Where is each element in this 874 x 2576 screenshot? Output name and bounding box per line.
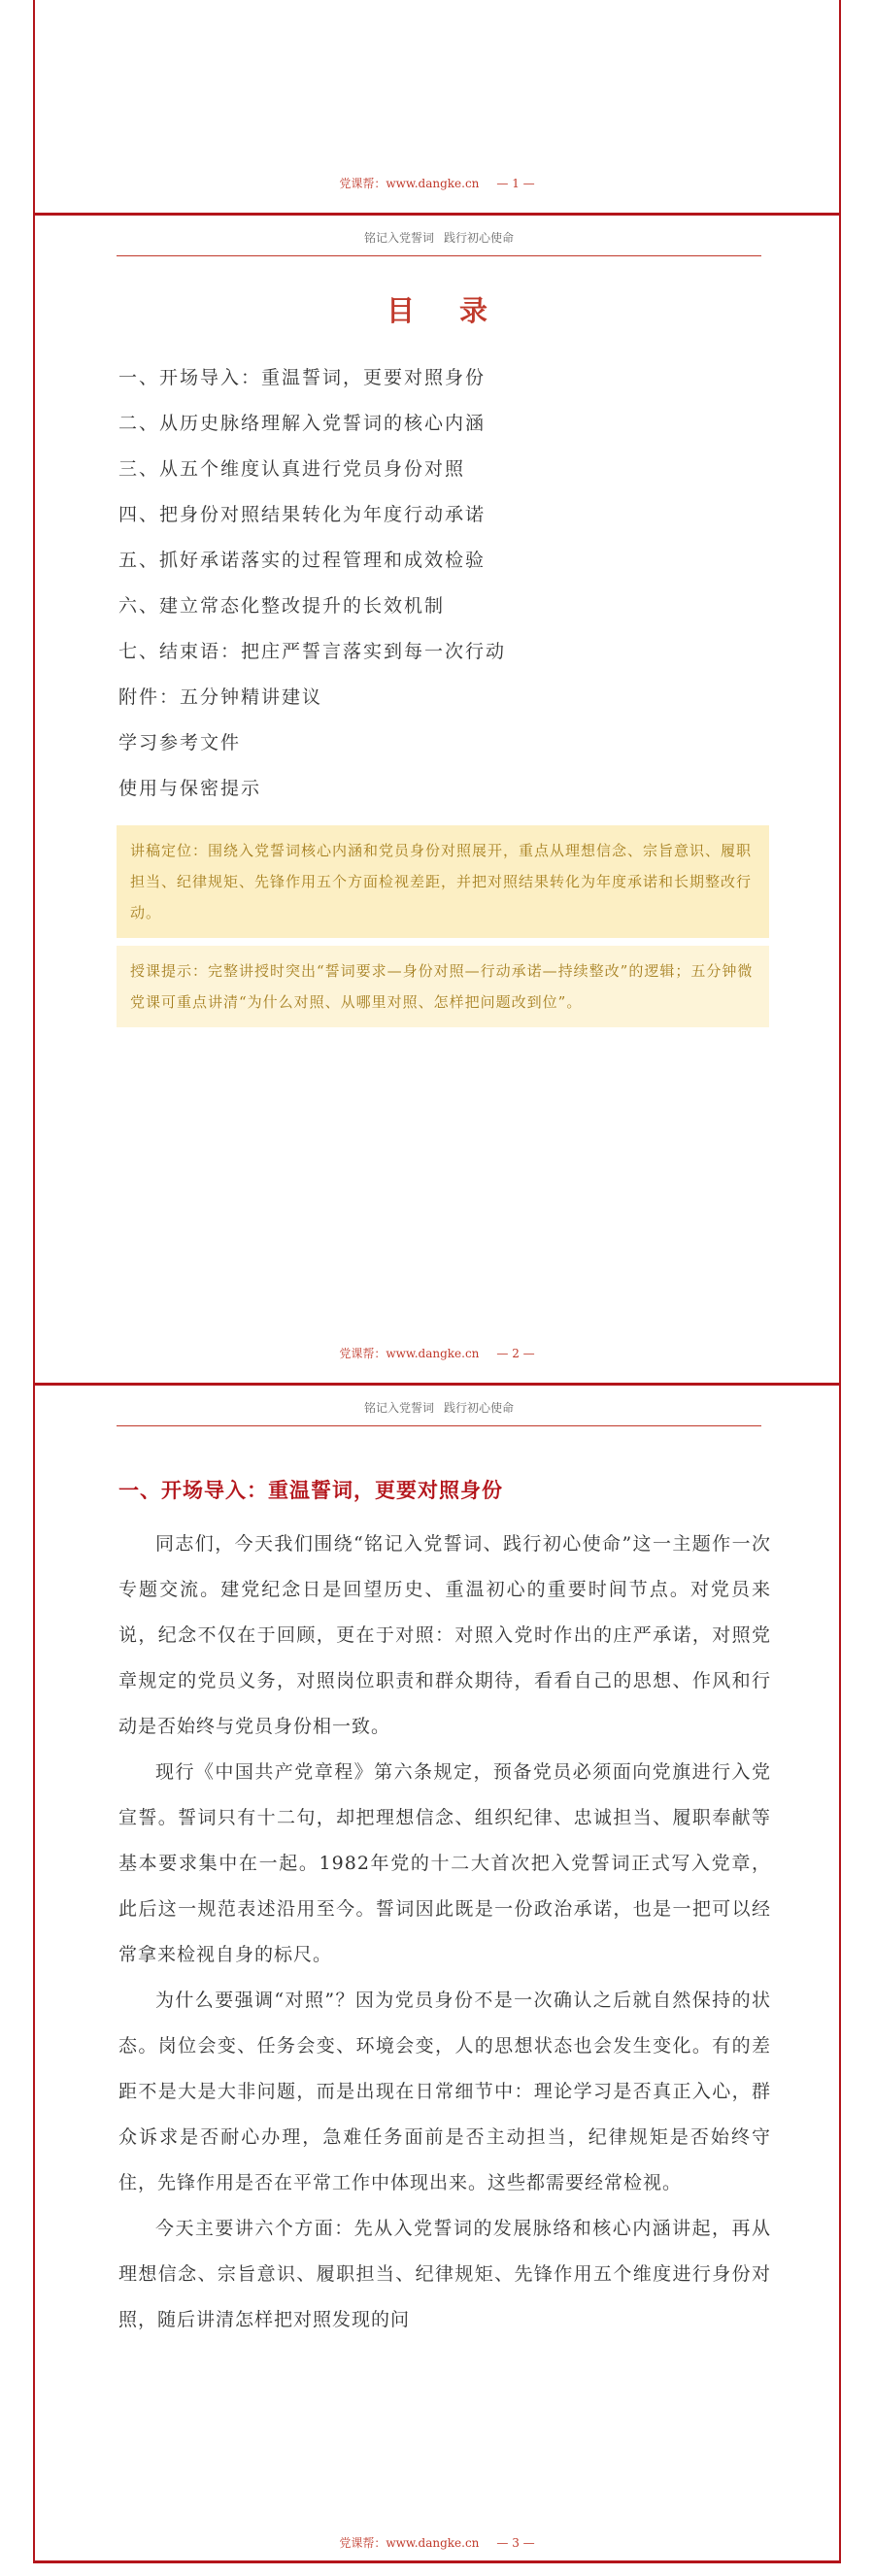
header-left: 铭记入党誓词	[363, 1401, 434, 1415]
section-heading: 一、开场导入：重温誓词，更要对照身份	[118, 1478, 503, 1502]
page-header	[117, 1399, 761, 1426]
toc-item[interactable]: 五、抓好承诺落实的过程管理和成效检验	[118, 550, 487, 571]
page-3	[33, 1386, 841, 2560]
page-number: — 1 —	[496, 177, 535, 190]
paragraph: 为什么要强调“对照”？因为党员身份不是一次确认之后就自然保持的状态。岗位会变、任务会变、环境会变，人的思想状态也会发生变化。有的差距不是大是大非问题，而是出现在日常细节中：理论学习是否真正入心，群众诉求是否耐心办理，急难任务面前是否主动担当，纪律规矩是否始终守住，先锋作用是否在平常工作中体现出来。这些都需要经常检视。	[118, 1990, 771, 2193]
header-left: 铭记入党誓词	[363, 231, 434, 245]
page-separator	[33, 2560, 841, 2563]
page-number: — 3 —	[496, 2536, 535, 2550]
footer-site: 党课帮：www.dangke.cn	[339, 1347, 480, 1360]
positioning-note: 讲稿定位：围绕入党誓词核心内涵和党员身份对照展开，重点从理想信念、宗旨意识、履职担当、纪律规矩、先锋作用五个方面检视差距，并把对照结果转化为年度承诺和长期整改行动。	[117, 825, 769, 938]
footer-site: 党课帮：www.dangke.cn	[339, 2536, 480, 2550]
toc-item[interactable]: 学习参考文件	[118, 732, 242, 753]
toc-item[interactable]: 二、从历史脉络理解入党誓词的核心内涵	[118, 413, 487, 434]
page-footer	[35, 175, 839, 191]
teaching-tip-note: 授课提示：完整讲授时突出“誓词要求—身份对照—行动承诺—持续整改”的逻辑；五分钟微党课可重点讲清“为什么对照、从哪里对照、怎样把问题改到位”。	[117, 946, 769, 1027]
toc-title: 目 录	[386, 294, 506, 327]
toc-item[interactable]: 使用与保密提示	[118, 778, 262, 799]
toc-item[interactable]: 三、从五个维度认真进行党员身份对照	[118, 458, 466, 480]
toc-item[interactable]: 六、建立常态化整改提升的长效机制	[118, 595, 446, 617]
toc-list	[118, 355, 506, 812]
paragraph: 现行《中国共产党章程》第六条规定，预备党员必须面向党旗进行入党宣誓。誓词只有十二句，却把理想信念、组织纪律、忠诚担当、履职奉献等基本要求集中在一起。1982年党的十二大首次把入党誓词正式写入党章，此后这一规范表述沿用至今。誓词因此既是一份政治承诺，也是一把可以经常拿来检视自身的标尺。	[118, 1761, 771, 1965]
page-header	[117, 229, 761, 256]
footer-site: 党课帮：www.dangke.cn	[339, 177, 480, 190]
page-footer	[35, 2534, 839, 2551]
toc-item[interactable]: 附件：五分钟精讲建议	[118, 686, 323, 708]
paragraph: 同志们，今天我们围绕“铭记入党誓词、践行初心使命”这一主题作一次专题交流。建党纪念日是回望历史、重温初心的重要时间节点。对党员来说，纪念不仅在于回顾，更在于对照：对照入党时作出的庄严承诺，对照党章规定的党员义务，对照岗位职责和群众期待，看看自己的思想、作风和行动是否始终与党员身份相一致。	[118, 1533, 771, 1737]
page-1	[33, 0, 841, 214]
paragraph: 今天主要讲六个方面：先从入党誓词的发展脉络和核心内涵讲起，再从理想信念、宗旨意识、履职担当、纪律规矩、先锋作用五个维度进行身份对照，随后讲清怎样把对照发现的问	[118, 2218, 771, 2330]
header-right: 践行初心使命	[444, 231, 515, 245]
page-number: — 2 —	[496, 1347, 535, 1360]
toc-item[interactable]: 四、把身份对照结果转化为年度行动承诺	[118, 504, 487, 525]
toc-item[interactable]: 一、开场导入：重温誓词，更要对照身份	[118, 367, 487, 388]
toc-item[interactable]: 七、结束语：把庄严誓言落实到每一次行动	[118, 641, 507, 662]
section-body	[118, 1522, 771, 2343]
header-right: 践行初心使命	[444, 1401, 515, 1415]
page-2	[33, 216, 841, 1383]
page-footer	[35, 1345, 839, 1361]
